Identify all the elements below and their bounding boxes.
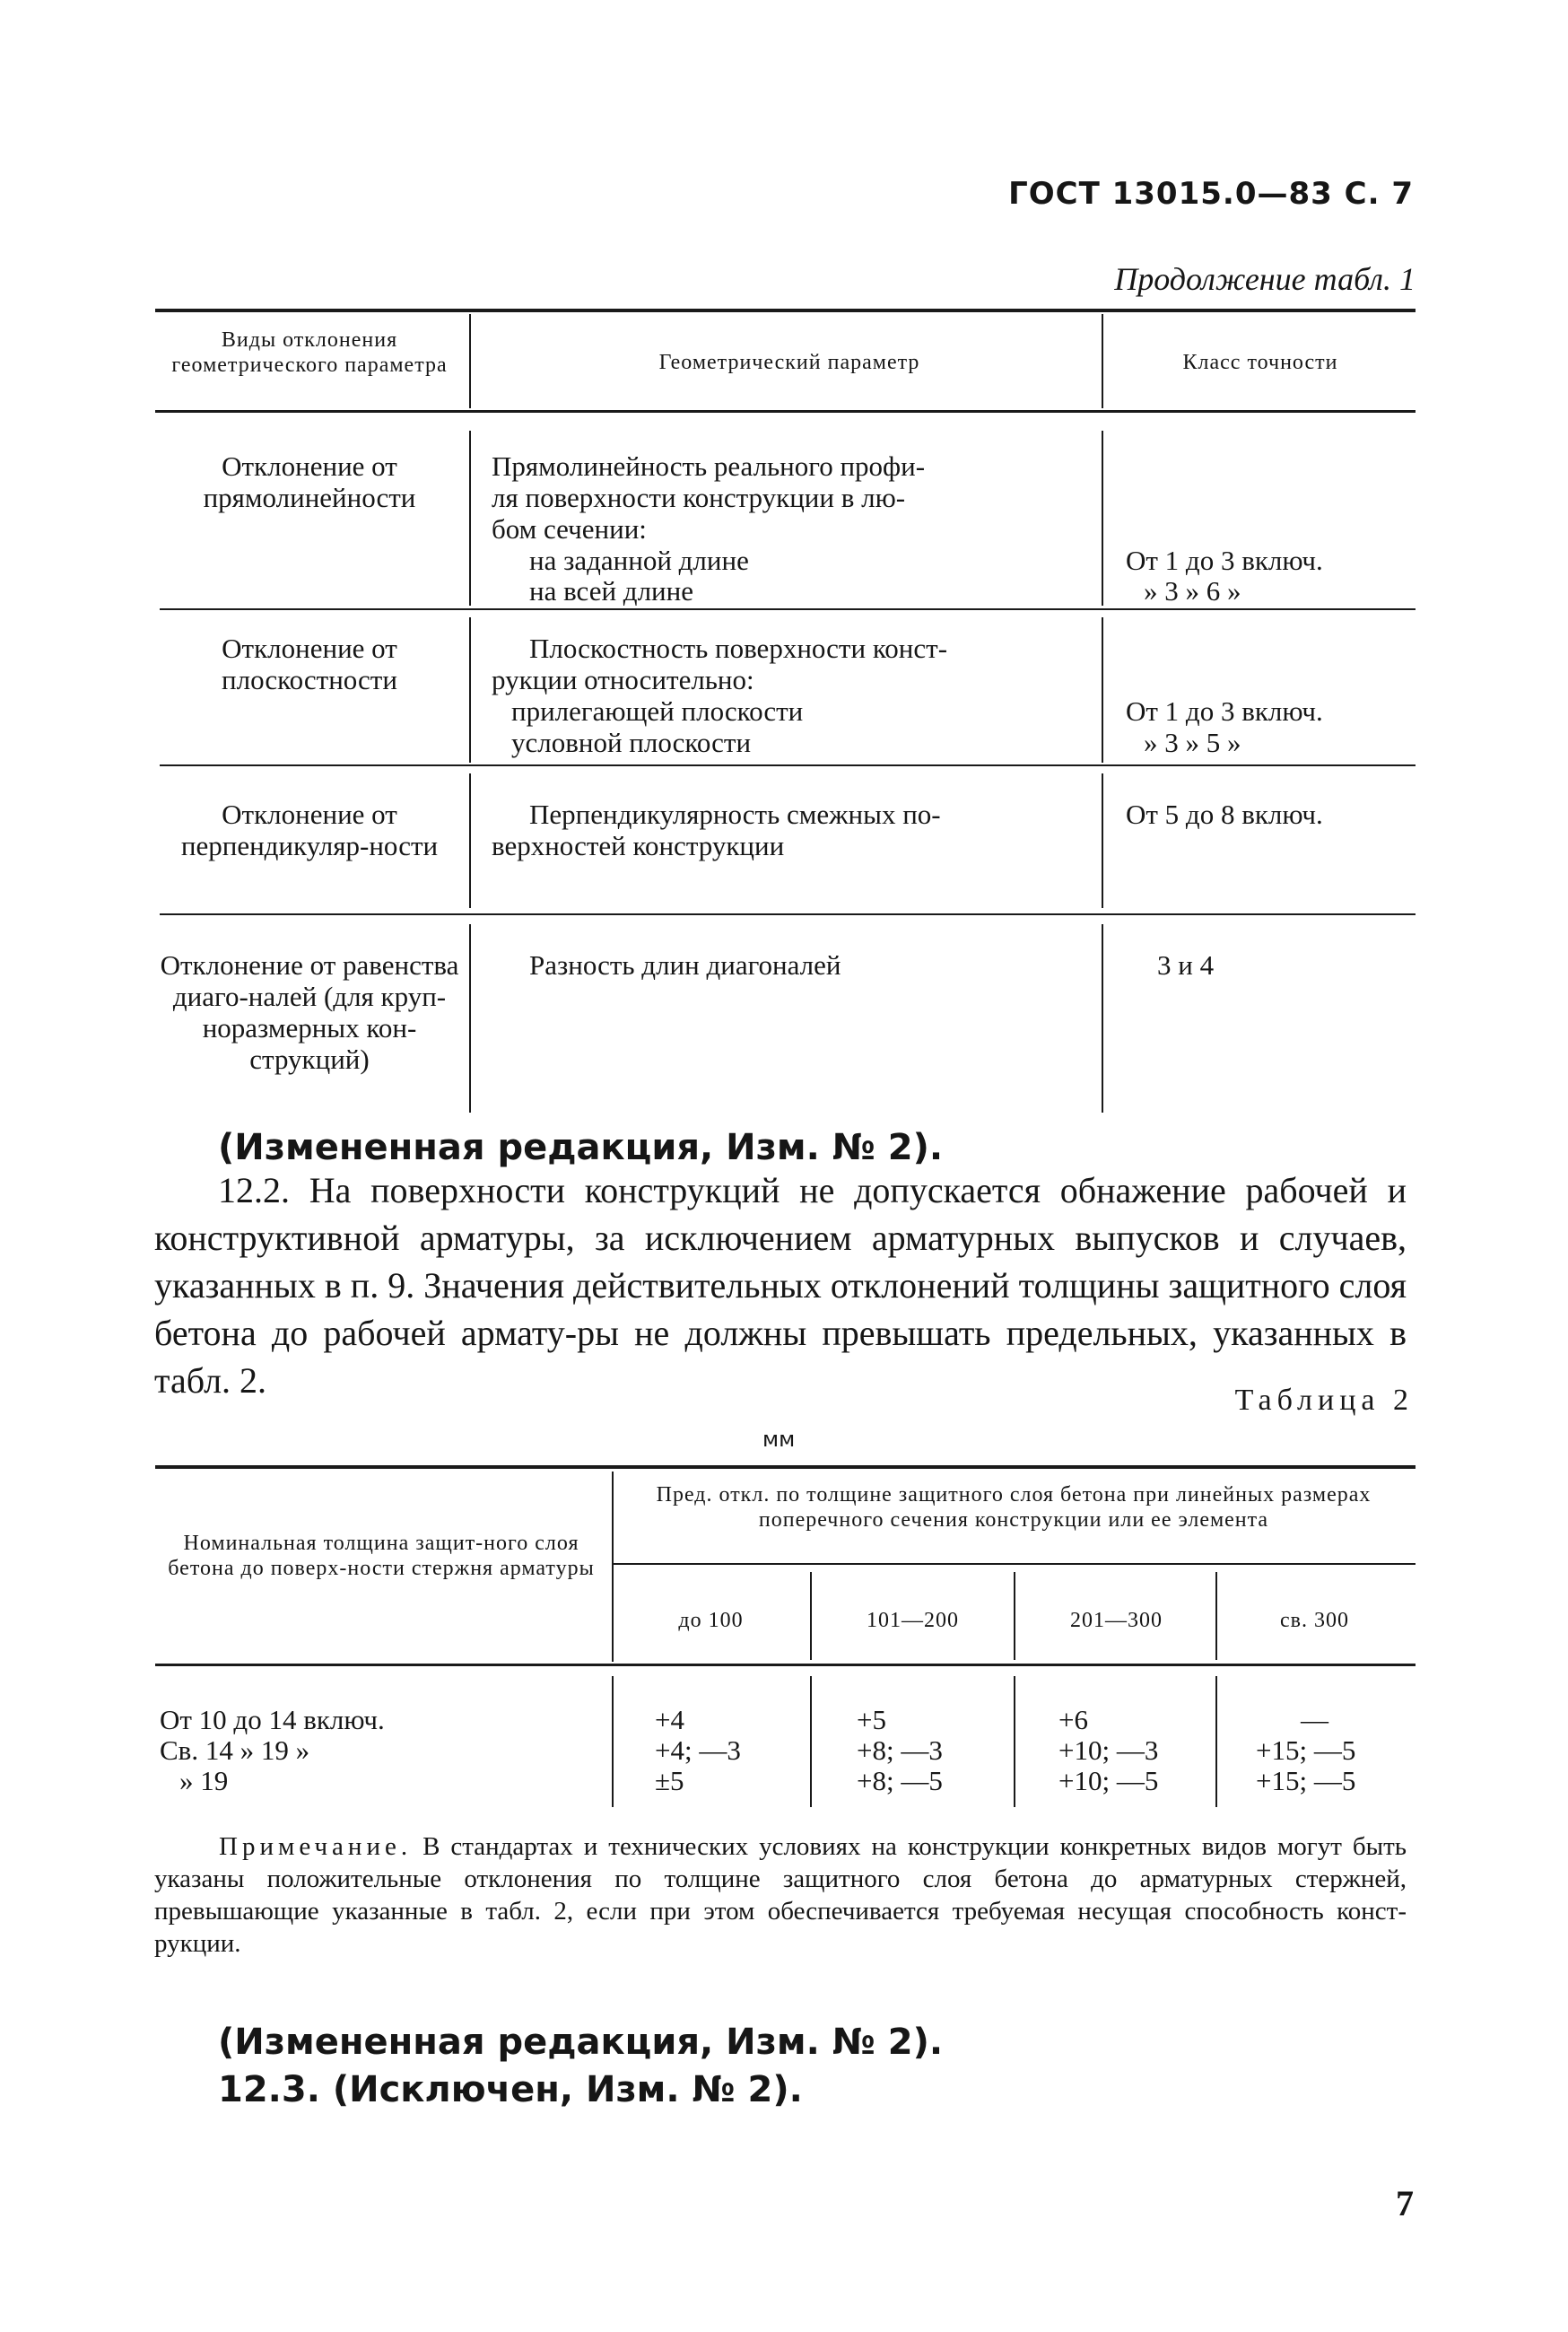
page-number: 7 — [1396, 2183, 1414, 2223]
table2-cell: +8; —5 — [857, 1765, 943, 1796]
table1-header-type: Виды отклонения геометрического параметра — [171, 328, 448, 377]
table1-header-param: Геометрический параметр — [658, 351, 920, 374]
table2-row-label: » 19 — [179, 1765, 229, 1796]
row1-param-line: на всей длине — [529, 575, 693, 607]
row2-param-line: прилегающей плоскости — [511, 695, 804, 727]
table2-subheader: до 100 — [678, 1609, 744, 1632]
row4-type: Отклонение от равенства диаго-налей (для круп-норазмерных кон-струкций) — [160, 949, 459, 1075]
table2-unit: мм — [762, 1427, 796, 1452]
table2-col-divider — [612, 1472, 614, 1662]
row3-divider-1 — [469, 773, 471, 908]
row3-divider-2 — [1102, 773, 1103, 908]
row4-divider-1 — [469, 924, 471, 1113]
row1-divider-1 — [469, 431, 471, 606]
table2-cell: — — [1301, 1704, 1328, 1735]
table1-row-rule — [160, 913, 1416, 915]
table2-subheader: 101—200 — [867, 1609, 959, 1632]
row1-class-line: » 3 » 6 » — [1144, 575, 1241, 607]
note-text — [154, 1830, 1407, 1960]
row2-class-line: » 3 » 5 » — [1144, 727, 1241, 758]
table1-col-divider-2 — [1102, 314, 1103, 408]
doc-reference: ГОСТ 13015.0—83 С. 7 — [1008, 176, 1414, 212]
table2-header-nominal: Номинальная толщина защит-ного слоя бетона до поверх-ности стержня арматуры — [168, 1532, 595, 1580]
table1-row-rule — [160, 764, 1416, 766]
row2-type: Отклонение от плоскостности — [222, 633, 397, 695]
table1-header-class: Класс точности — [1182, 351, 1338, 374]
row1-class-line: От 1 до 3 включ. — [1126, 545, 1323, 576]
table2-cell: +8; —3 — [857, 1734, 943, 1766]
table2-body-divider — [1014, 1676, 1015, 1807]
table2-subheader: св. 300 — [1280, 1609, 1349, 1632]
row2-param-line: Плоскостность поверхности конст- — [529, 633, 948, 664]
table2-cell: +4 — [655, 1704, 684, 1735]
paragraph-12-2: 12.2. На поверхности конструкций не допускается обнажение рабочей и конструктивной арматуры, за исключением арматурных выпусков и случаев, указанных в п. 9. Значения действительных отклонений толщины защитного слоя бетона до рабочей армату-ры не должны превышать предельных, указанных в табл. 2. — [154, 1170, 1407, 1401]
table2-cell: +15; —5 — [1256, 1765, 1356, 1796]
note-body: В стандартах и технических условиях на конструкции конкретных видов могут быть указаны положительные отклонения по толщине защитного слоя бетона до арматурных стержней, превышающие указанные в табл. 2, если при этом обеспечивается требуемая несущая способность конст-рукции. — [154, 1832, 1407, 1958]
table2-top-rule — [155, 1465, 1416, 1469]
table2-row-label: Св. 14 » 19 » — [160, 1734, 310, 1766]
table2-cell: +5 — [857, 1704, 886, 1735]
row4-class-line: 3 и 4 — [1157, 949, 1215, 981]
table1-row-rule — [160, 608, 1416, 610]
table2-body-divider — [612, 1676, 614, 1807]
amendment-note: (Измененная редакция, Изм. № 2). — [218, 1127, 944, 1168]
table2-cell: +6 — [1058, 1704, 1088, 1735]
table2-cell: +15; —5 — [1256, 1734, 1356, 1766]
table2-label: Таблица 2 — [1234, 1384, 1414, 1417]
row3-param-line: Перпендикулярность смежных по- — [529, 799, 941, 830]
table2-cell: +4; —3 — [655, 1734, 741, 1766]
row4-divider-2 — [1102, 924, 1103, 1113]
row2-class-line: От 1 до 3 включ. — [1126, 695, 1323, 727]
table1-col-divider-1 — [469, 314, 471, 408]
row2-divider-2 — [1102, 617, 1103, 763]
table2-header-group: Пред. откл. по толщине защитного слоя бетона при линейных размерах поперечного сечения конструкции или ее элемента — [656, 1483, 1372, 1532]
note-lead: Примечание. — [219, 1832, 413, 1861]
paragraph-12-3: 12.3. (Исключен, Изм. № 2). — [218, 2069, 803, 2110]
table2-cell: +10; —3 — [1058, 1734, 1159, 1766]
row2-param-line: условной плоскости — [511, 727, 752, 758]
table2-cell: +10; —5 — [1058, 1765, 1159, 1796]
table2-row-label: От 10 до 14 включ. — [160, 1704, 385, 1735]
row1-param-line: на заданной длине — [529, 545, 749, 576]
row2-divider-1 — [469, 617, 471, 763]
table2-body-divider — [1215, 1676, 1217, 1807]
table2-subheader: 201—300 — [1070, 1609, 1163, 1632]
table2-group-rule — [614, 1563, 1416, 1565]
table-continuation-label: Продолжение табл. 1 — [1114, 261, 1416, 297]
row3-class-line: От 5 до 8 включ. — [1126, 799, 1323, 830]
amendment-note-2: (Измененная редакция, Изм. № 2). — [218, 2022, 944, 2063]
table1-header-rule — [155, 410, 1416, 413]
row2-param-line: рукции относительно: — [492, 664, 754, 695]
row1-type: Отклонение от прямолинейности — [203, 450, 416, 513]
row1-param-line: ля поверхности конструкции в лю- — [492, 482, 906, 513]
row4-param-line: Разность длин диагоналей — [529, 949, 841, 981]
row1-param-line: бом сечении: — [492, 513, 647, 545]
row1-divider-2 — [1102, 431, 1103, 606]
row3-param-line: верхностей конструкции — [492, 830, 785, 861]
table2-body-divider — [810, 1676, 812, 1807]
row3-type: Отклонение от перпендикуляр-ности — [180, 799, 439, 861]
table1-top-rule — [155, 309, 1416, 312]
table2-header-rule — [155, 1664, 1416, 1666]
row1-param-line: Прямолинейность реального профи- — [492, 450, 926, 482]
table2-cell: ±5 — [655, 1765, 684, 1796]
